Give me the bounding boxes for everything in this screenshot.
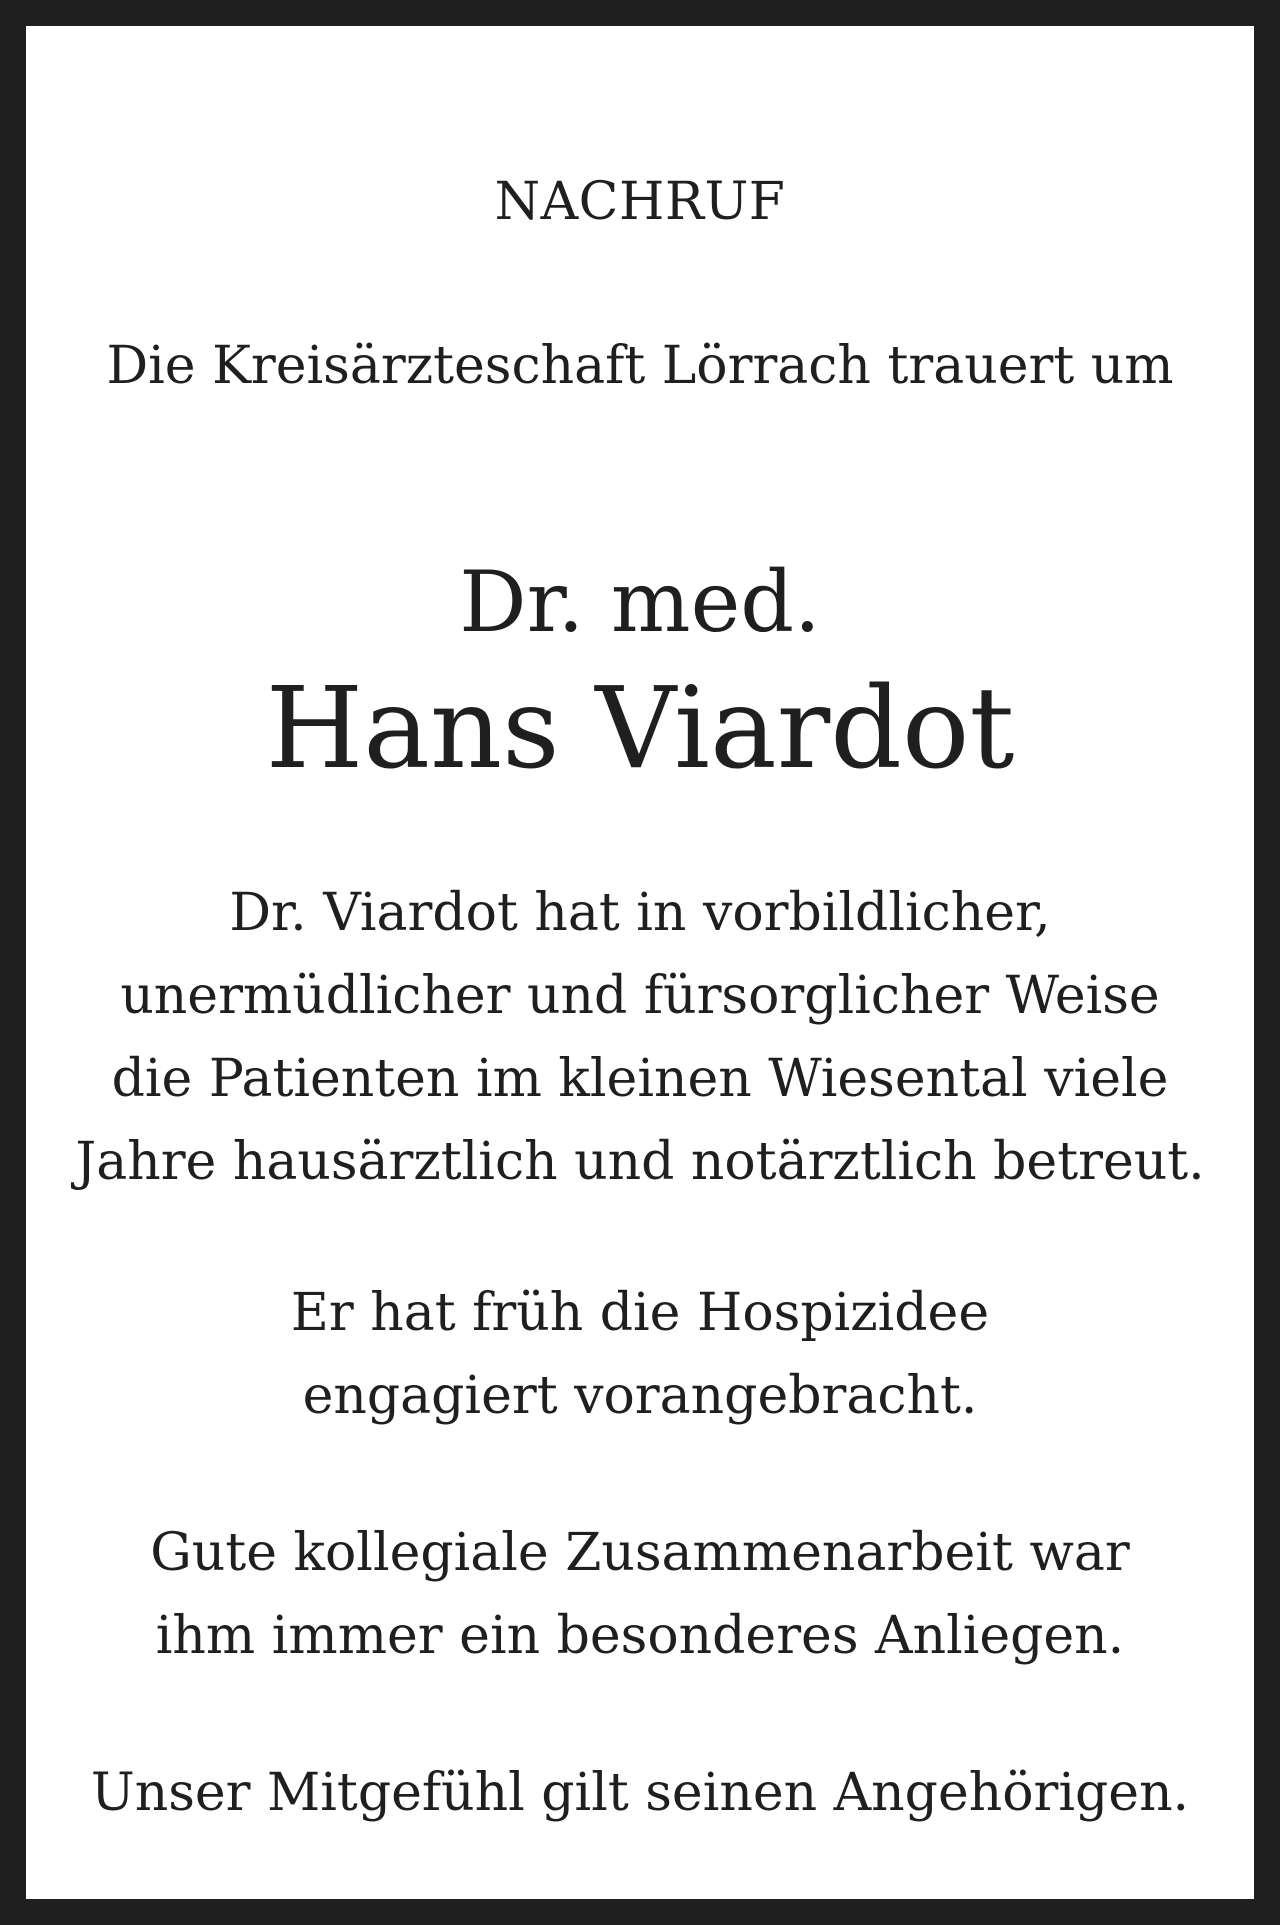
deceased-name: Hans Viardot [265, 664, 1015, 794]
deceased-title: Dr. med. [459, 553, 821, 651]
paragraph-hospice [52, 1272, 1228, 1438]
paragraph-line: engagiert vorangebracht. [302, 1366, 978, 1426]
paragraph-line: die Patienten im kleinen Wiesental viele [111, 1049, 1169, 1109]
paragraph-line: unermüdlicher und fürsorglicher Weise [120, 966, 1160, 1026]
paragraph-line: Gute kollegiale Zusammenarbeit war [150, 1523, 1130, 1583]
condolence-line: Unser Mitgefühl gilt seinen Angehörigen. [90, 1763, 1190, 1823]
obituary-intro: Die Kreisärzteschaft Lörrach trauert um [106, 336, 1174, 396]
paragraph-line: ihm immer ein besonderes Anliegen. [155, 1606, 1125, 1666]
paragraph-line: Jahre hausärztlich und notärztlich betreut. [75, 1132, 1205, 1192]
paragraph-service [52, 872, 1228, 1204]
obituary-content [52, 52, 1228, 1873]
obituary-heading: NACHRUF [494, 172, 786, 232]
paragraph-line: Er hat früh die Hospizidee [290, 1283, 990, 1343]
paragraph-collegiality [52, 1512, 1228, 1678]
paragraph-line: Dr. Viardot hat in vorbildlicher, [229, 883, 1051, 943]
